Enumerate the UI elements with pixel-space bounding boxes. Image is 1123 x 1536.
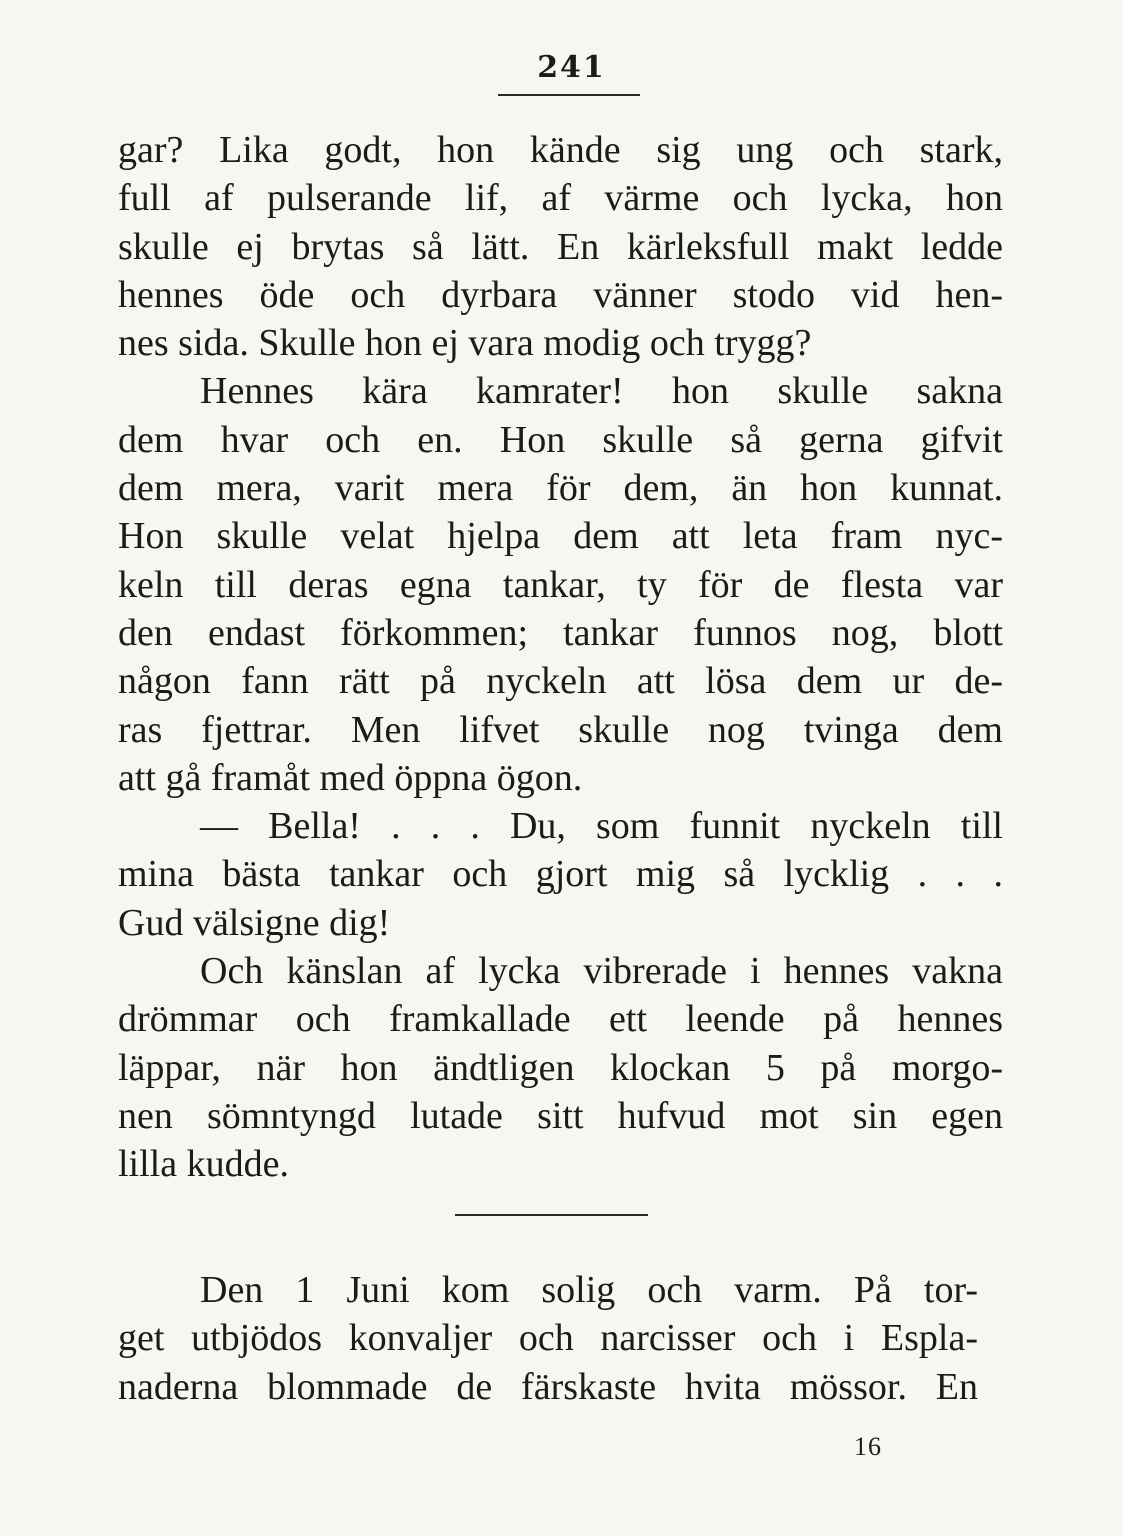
text-line: att gå framåt med öppna ögon. xyxy=(118,756,583,799)
text-line: mina bästa tankar och gjort mig så lycklig . . . xyxy=(118,853,1003,896)
signature-mark: 16 xyxy=(854,1432,882,1461)
header-rule xyxy=(498,94,640,96)
text-line: dem hvar och en. Hon skulle så gerna gifvit xyxy=(118,418,1003,461)
text-line: Hon skulle velat hjelpa dem att leta fram nyc- xyxy=(118,515,1003,558)
text-line: skulle ej brytas så lätt. En kärleksfull makt ledde xyxy=(118,225,1003,268)
text-line: Den 1 Juni kom solig och varm. På tor- xyxy=(200,1269,978,1311)
text-line: Och känslan af lycka vibrerade i hennes vakna xyxy=(200,950,1003,993)
text-line: drömmar och framkallade ett leende på hennes xyxy=(118,998,1003,1041)
text-line: get utbjödos konvaljer och narcisser och i Espla- xyxy=(118,1317,978,1360)
text-line: full af pulserande lif, af värme och lycka, hon xyxy=(118,177,1003,220)
text-line: dem mera, varit mera för dem, än hon kunnat. xyxy=(118,467,1003,510)
body-text-part2 xyxy=(118,1266,978,1411)
text-line: läppar, när hon ändtligen klockan 5 på morgo- xyxy=(118,1046,1003,1089)
text-line: keln till deras egna tankar, ty för de flesta var xyxy=(118,563,1003,606)
text-line: — Bella! . . . Du, som funnit nyckeln till xyxy=(200,805,1003,848)
body-text-part1 xyxy=(118,126,1003,1189)
text-line: nes sida. Skulle hon ej vara modig och trygg? xyxy=(118,322,812,365)
text-line: den endast förkommen; tankar funnos nog, blott xyxy=(118,611,1003,654)
text-line: hennes öde och dyrbara vänner stodo vid hen- xyxy=(118,273,1003,316)
text-line: lilla kudde. xyxy=(118,1143,289,1186)
page-number: 241 xyxy=(537,50,606,85)
text-line: ras fjettrar. Men lifvet skulle nog tvinga dem xyxy=(118,708,1003,751)
text-line: naderna blommade de färskaste hvita mössor. En xyxy=(118,1365,978,1408)
text-line: Gud välsigne dig! xyxy=(118,901,391,944)
text-line: någon fann rätt på nyckeln att lösa dem ur de- xyxy=(118,660,1003,703)
text-line: gar? Lika godt, hon kände sig ung och stark, xyxy=(118,129,1003,171)
text-line: Hennes kära kamrater! hon skulle sakna xyxy=(200,370,1003,413)
section-divider xyxy=(455,1214,648,1216)
text-line: nen sömntyngd lutade sitt hufvud mot sin egen xyxy=(118,1094,1003,1137)
